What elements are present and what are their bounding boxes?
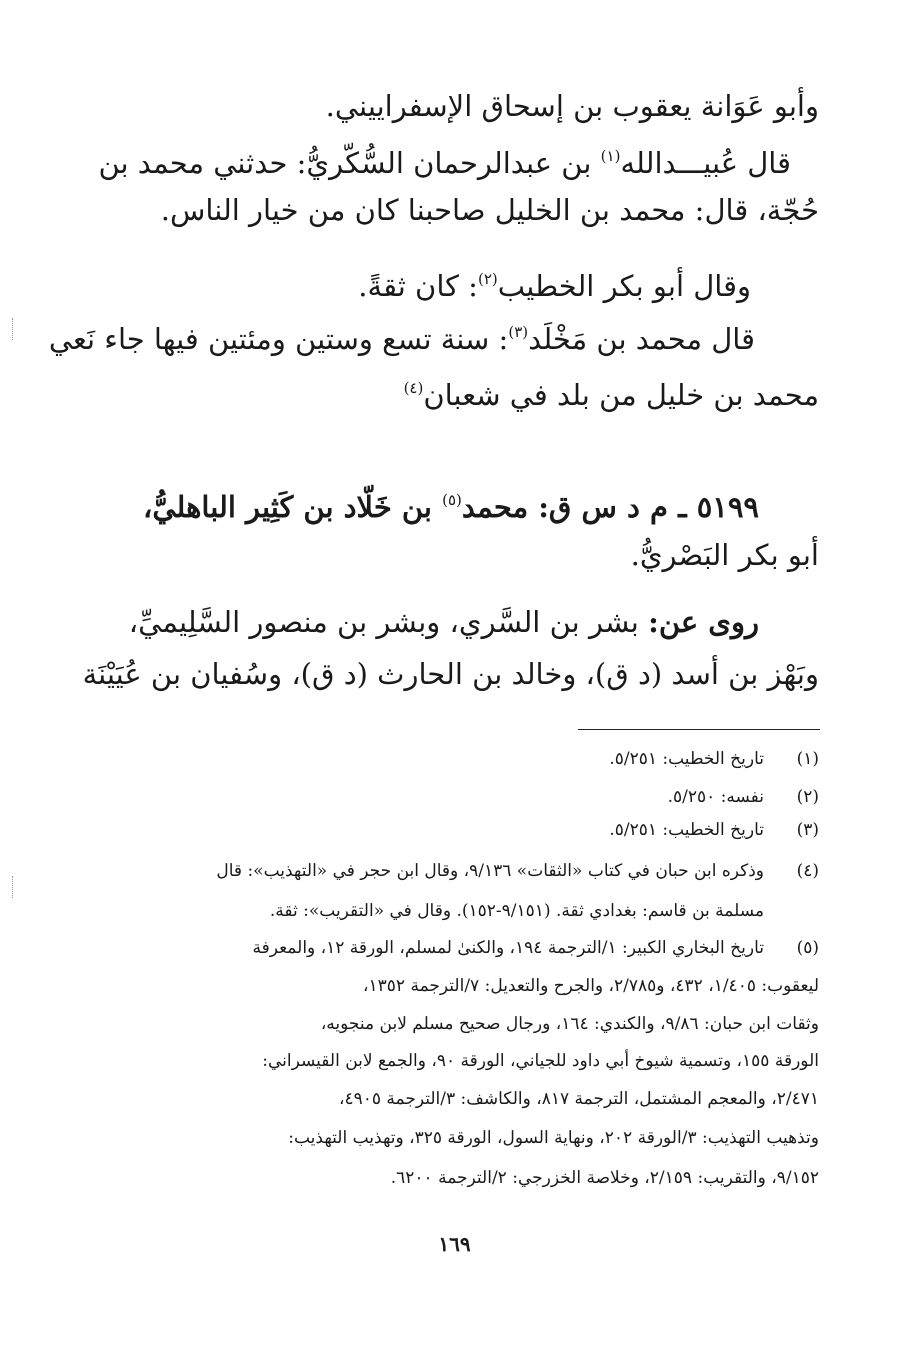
- narrated-from-label: روى عن:: [648, 605, 759, 639]
- body-line-4-rest: : كان ثقةً.: [358, 269, 478, 303]
- footnote-5-number: (٥): [796, 938, 819, 958]
- footnote-5-line-5: ٢/٤٧١، والمعجم المشتمل، الترجمة ٨١٧، والكاشف: ٣/الترجمة ٤٩٠٥،: [338, 1089, 819, 1109]
- entry-heading: [143, 480, 759, 527]
- footnote-5-line-6: وتذهيب التهذيب: ٣/الورقة ٢٠٢، ونهاية السول، الورقة ٣٢٥، وتهذيب التهذيب:: [288, 1128, 819, 1148]
- page-number: ١٦٩: [438, 1232, 471, 1256]
- footnote-3-text: تاريخ الخطيب: ٥/٢٥١.: [609, 820, 764, 840]
- entry-number: ٥١٩٩ ـ م د س ق: محمد: [461, 490, 759, 524]
- footnote-2-text: نفسه: ٥/٢٥٠.: [667, 787, 764, 807]
- footnote-3-number: (٣): [796, 820, 819, 840]
- footnote-ref-5: (٥): [442, 491, 462, 509]
- footnote-ref-2: (٢): [477, 270, 498, 288]
- body-line-6-text: محمد بن خليل من بلد في شعبان: [423, 378, 819, 412]
- footnote-ref-3: (٣): [508, 323, 529, 341]
- body-line-5: [49, 312, 755, 359]
- body-line-2-rest: بن عبدالرحمان السُّكّريُّ: حدثني محمد بن: [98, 146, 601, 180]
- body-line-3: حُجّة، قال: محمد بن الخليل صاحبنا كان من خيار الناس.: [160, 193, 819, 227]
- body-line-5-start: قال محمد بن مَخْلَد: [528, 322, 755, 356]
- body-line-4: [358, 259, 751, 306]
- body-line-9-rest: بشر بن السَّري، وبشر بن منصور السَّلِيميِّ،: [128, 605, 649, 639]
- footnote-4-number: (٤): [796, 861, 819, 881]
- footnote-1-text: تاريخ الخطيب: ٥/٢٥١.: [609, 749, 764, 769]
- entry-name: بن خَلّاد بن كَثِير الباهليُّ،: [142, 490, 443, 524]
- body-line-6: [404, 368, 819, 415]
- footnote-4-line-1: وذكره ابن حبان في كتاب «الثقات» ٩/١٣٦، وقال ابن حجر في «التهذيب»: قال: [216, 861, 764, 881]
- body-line-8: أبو بكر البَصْريُّ.: [630, 538, 819, 572]
- footnote-5-line-1: تاريخ البخاري الكبير: ١/الترجمة ١٩٤، والكنىٰ لمسلم، الورقة ١٢، والمعرفة: [252, 938, 764, 958]
- footnote-4-line-2: مسلمة بن قاسم: بغدادي ثقة. (٩/١٥١-١٥٢). وقال في «التقريب»: ثقة.: [269, 901, 764, 921]
- footnote-divider: [578, 729, 820, 730]
- body-line-5-rest: : سنة تسع وستين ومئتين فيها جاء نَعي: [48, 322, 509, 356]
- body-line-9: [129, 602, 759, 642]
- margin-mark-2: [12, 876, 16, 898]
- margin-mark-1: [12, 318, 16, 340]
- body-line-1: وأبو عَوَانة يعقوب بن إسحاق الإسفراييني.: [325, 89, 819, 123]
- body-line-4-start: وقال أبو بكر الخطيب: [497, 269, 751, 303]
- body-line-10: وبَهْز بن أسد (د ق)، وخالد بن الحارث (د ق)، وسُفيان بن عُيَيْنَة: [82, 657, 819, 691]
- footnote-5-line-2: ليعقوب: ١/٤٠٥، ٤٣٢، و٢/٧٨٥، والجرح والتعديل: ٧/الترجمة ١٣٥٢،: [363, 976, 819, 996]
- footnote-ref-4: (٤): [403, 379, 424, 397]
- footnote-5-line-3: وثقات ابن حبان: ٩/٨٦، والكندي: ١٦٤، ورجال صحيح مسلم لابن منجويه،: [320, 1014, 819, 1034]
- footnote-5-line-7: ٩/١٥٢، والتقريب: ٢/١٥٩، وخلاصة الخزرجي: ٢/الترجمة ٦٢٠٠.: [390, 1168, 819, 1188]
- narrator-name: قال عُبيـــدالله: [620, 146, 791, 180]
- body-line-2: [98, 136, 791, 183]
- footnote-1-number: (١): [796, 749, 819, 769]
- footnote-2-number: (٢): [796, 787, 819, 807]
- footnote-5-line-4: الورقة ١٥٥، وتسمية شيوخ أبي داود للجياني، الورقة ٩٠، والجمع لابن القيسراني:: [262, 1051, 819, 1071]
- footnote-ref-1: (١): [600, 147, 621, 165]
